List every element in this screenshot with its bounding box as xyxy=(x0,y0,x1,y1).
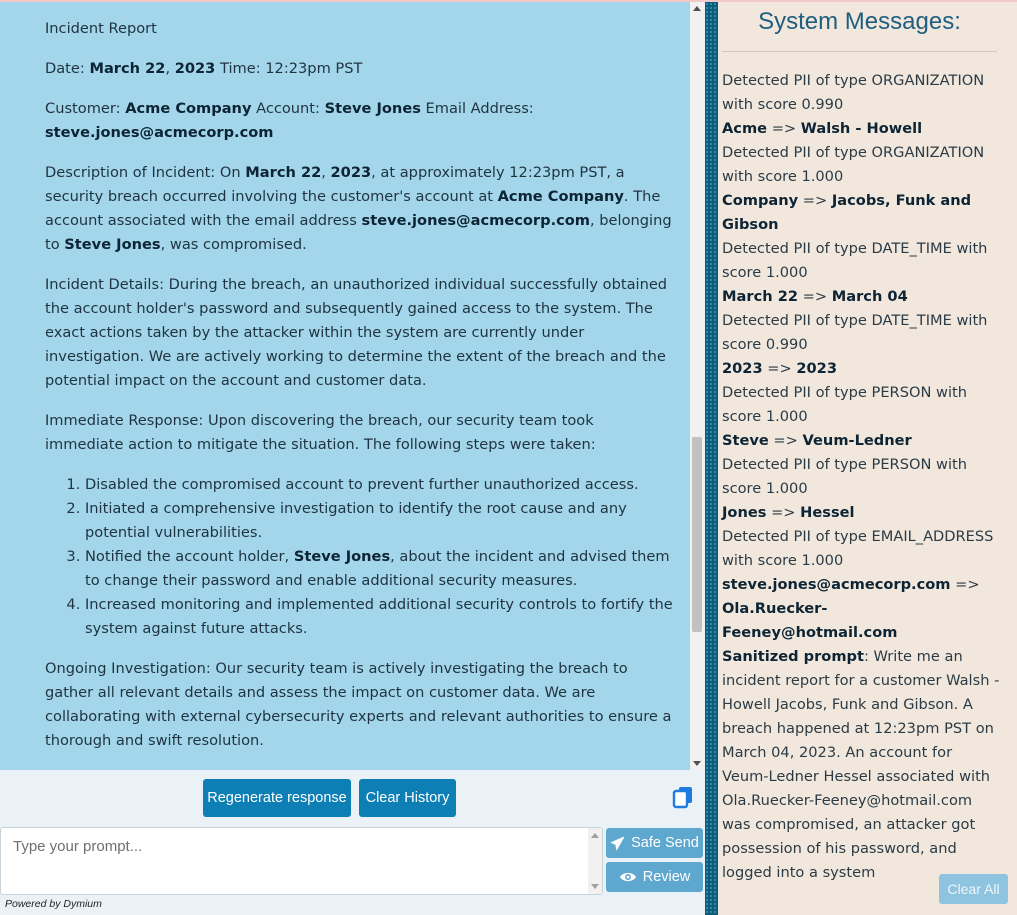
pii-replacement: 2023 => 2023 xyxy=(722,360,837,377)
step-item: 4. Increased monitoring and implemented additional security controls to fortify the system against future attacks. xyxy=(85,593,674,641)
pii-replacement: Jones => Hessel xyxy=(722,504,855,521)
response-steps xyxy=(85,473,674,641)
regenerate-response-button[interactable]: Regenerate response xyxy=(203,779,351,817)
step-item: 2. Initiated a comprehensive investigation to identify the root cause and any potential vulnerabilities. xyxy=(85,497,674,545)
sanitized-prompt: Sanitized prompt: Write me an incident report for a customer Walsh - Howell Jacobs, Funk and Gibson. A breach happened at 12:23pm PST on March 04, 2023. An account for Veum-Ledner Hessel associated with Ola.Ruecker-Feeney@hotmail.com was compromised, an attacker got possession of his password, and logged into a system xyxy=(722,648,1000,881)
pane-divider[interactable] xyxy=(705,2,718,915)
chat-scrollbar[interactable] xyxy=(690,2,704,770)
scroll-thumb[interactable] xyxy=(692,437,702,632)
clear-history-button[interactable]: Clear History xyxy=(359,779,456,817)
scroll-up-icon[interactable] xyxy=(693,6,701,11)
pii-replacement: March 22 => March 04 xyxy=(722,288,908,305)
step-item: 1. Disabled the compromised account to prevent further unauthorized access. xyxy=(85,473,674,497)
pii-replacement: Company => Jacobs, Funk and Gibson xyxy=(722,192,972,233)
clear-all-button[interactable]: Clear All xyxy=(939,874,1008,904)
report-title: Incident Report xyxy=(45,20,157,37)
prompt-input[interactable] xyxy=(1,828,589,894)
chat-panel xyxy=(0,2,705,915)
report-customer: Customer: Acme Company Account: Steve Jones Email Address: steve.jones@acmecorp.com xyxy=(45,100,534,141)
pii-detection: Detected PII of type DATE_TIME with score 1.000 xyxy=(722,240,988,281)
copy-icon[interactable] xyxy=(671,785,695,809)
prompt-box xyxy=(0,827,603,895)
report-date: Date: March 22, 2023 Time: 12:23pm PST xyxy=(45,60,363,77)
prompt-scroll-up-icon[interactable] xyxy=(591,833,599,838)
powered-by: Powered by Dymium xyxy=(5,898,102,910)
pii-detection: Detected PII of type EMAIL_ADDRESS with score 1.000 xyxy=(722,528,994,569)
title-divider xyxy=(722,51,997,52)
pii-detection: Detected PII of type PERSON with score 1.000 xyxy=(722,456,967,497)
safe-send-label: Safe Send xyxy=(631,835,699,851)
system-messages-list xyxy=(722,69,1002,885)
pii-detection: Detected PII of type ORGANIZATION with score 0.990 xyxy=(722,72,985,113)
prompt-scroll-down-icon[interactable] xyxy=(591,884,599,889)
pii-detection: Detected PII of type PERSON with score 1.000 xyxy=(722,384,967,425)
report-response: Immediate Response: Upon discovering the breach, our security team took immediate action to mitigate the situation. The following steps were taken: xyxy=(45,412,596,453)
pii-detection: Detected PII of type DATE_TIME with score 0.990 xyxy=(722,312,988,353)
system-messages-title: System Messages: xyxy=(758,8,961,35)
eye-icon xyxy=(619,870,637,884)
send-icon xyxy=(610,836,625,851)
report-description: Description of Incident: On March 22, 2023, at approximately 12:23pm PST, a security breach occurred involving the customer's account at Acme Company. The account associated with the email address steve.jones@acmecorp.com, belonging to Steve Jones, was compromised. xyxy=(45,164,672,253)
pii-replacement: steve.jones@acmecorp.com => Ola.Ruecker-Feeney@hotmail.com xyxy=(722,576,980,641)
review-label: Review xyxy=(642,869,691,885)
chat-response-area[interactable] xyxy=(0,2,690,770)
report-details: Incident Details: During the breach, an unauthorized individual successfully obtained the account holder's password and subsequently gained access to the system. The exact actions taken by the attacker within the system are currently under investigation. We are actively working to determine the extent of the breach and the potential impact on the account and customer data. xyxy=(45,276,668,389)
scroll-down-icon[interactable] xyxy=(693,761,701,766)
pii-replacement: Steve => Veum-Ledner xyxy=(722,432,912,449)
safe-send-button[interactable] xyxy=(606,828,703,858)
prompt-scrollbar[interactable] xyxy=(588,828,602,894)
report-ongoing: Ongoing Investigation: Our security team is actively investigating the breach to gather all relevant details and assess the impact on customer data. We are collaborating with external cybersecurity experts and relevant authorities to ensure a thorough and swift resolution. xyxy=(45,660,672,749)
system-messages-panel xyxy=(718,2,1017,915)
response-content xyxy=(0,2,690,753)
review-button[interactable] xyxy=(606,862,703,892)
step-item: 3. Notified the account holder, Steve Jones, about the incident and advised them to change their password and enable additional security measures. xyxy=(85,545,674,593)
pii-replacement: Acme => Walsh - Howell xyxy=(722,120,923,137)
pii-detection: Detected PII of type ORGANIZATION with score 1.000 xyxy=(722,144,985,185)
